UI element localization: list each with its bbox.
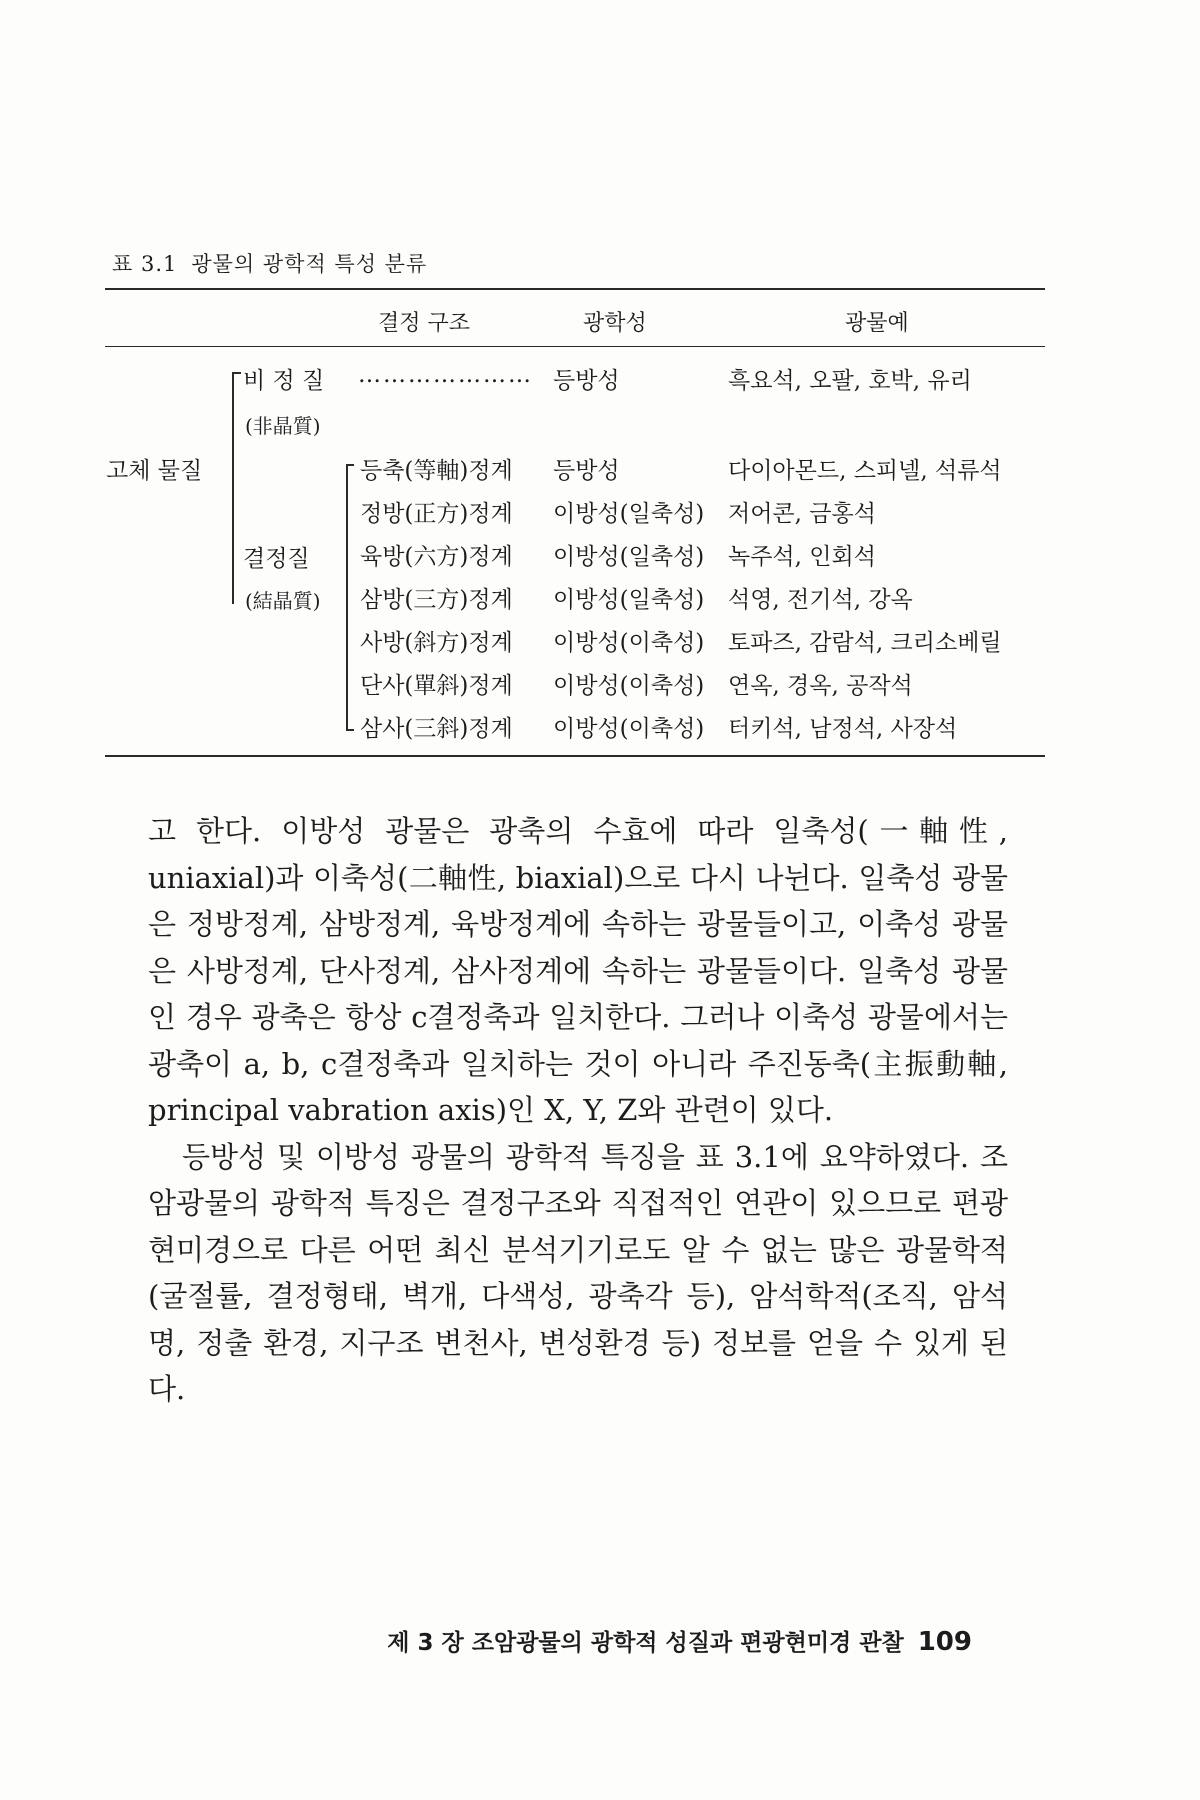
row-system: 사방(斜方)정계 xyxy=(360,630,513,656)
row-system: 삼사(三斜)정계 xyxy=(360,716,513,742)
row-examples: 저어콘, 금홍석 xyxy=(728,501,876,527)
running-footer xyxy=(387,1624,972,1657)
inner-bracket-top-tick xyxy=(346,464,354,466)
amorphous-examples: 흑요석, 오팔, 호박, 유리 xyxy=(728,368,972,394)
row-system: 단사(單斜)정계 xyxy=(360,673,513,699)
outer-bracket-top-tick xyxy=(232,372,241,374)
row-optical: 이방성(일축성) xyxy=(553,587,705,613)
outer-bracket xyxy=(232,372,234,604)
row-optical: 이방성(이축성) xyxy=(553,673,705,699)
row-optical: 이방성(일축성) xyxy=(553,544,705,570)
table-caption xyxy=(112,248,427,278)
row-optical: 이방성(이축성) xyxy=(553,716,705,742)
amorphous-leader-dots: ………………… xyxy=(358,362,533,388)
body-text xyxy=(148,808,1008,1413)
table-number: 표 3.1 xyxy=(112,252,178,276)
row-system: 정방(正方)정계 xyxy=(360,501,513,527)
row-examples: 다이아몬드, 스피넬, 석류석 xyxy=(728,458,1002,484)
amorphous-label: 비 정 질 xyxy=(243,368,325,394)
table-header-rule xyxy=(105,346,1045,347)
table-bottom-rule xyxy=(105,755,1045,757)
table-title: 광물의 광학적 특성 분류 xyxy=(191,252,428,276)
row-examples: 석영, 전기석, 강옥 xyxy=(728,587,913,613)
chapter-title: 제 3 장 조암광물의 광학적 성질과 편광현미경 관찰 xyxy=(387,1630,904,1656)
row-examples: 녹주석, 인회석 xyxy=(728,544,876,570)
inner-bracket-bottom-tick xyxy=(346,729,354,731)
header-optical-property: 광학성 xyxy=(583,311,647,336)
paragraph-2: 등방성 및 이방성 광물의 광학적 특징을 표 3.1에 요약하였다. 조암광물의 광학적 특징은 결정구조와 직접적인 연관이 있으므로 편광현미경으로 다른 어떤 최신 분석기기로도 알 수 없는 많은 광물학적(굴절률, 결정형태, 벽개, 다색성, 광축각 등), 암석학적(조직, 암석명, 정출 환경, 지구조 변천사, 변성환경 등) 정보를 얻을 수 있게 된다. xyxy=(148,1139,1008,1406)
crystalline-hanja: (結晶質) xyxy=(245,589,321,613)
header-crystal-structure: 결정 구조 xyxy=(378,311,471,336)
row-optical: 이방성(일축성) xyxy=(553,501,705,527)
row-optical: 이방성(이축성) xyxy=(553,630,705,656)
row-optical: 등방성 xyxy=(553,458,620,484)
page-number: 109 xyxy=(917,1627,972,1657)
row-examples: 토파즈, 감람석, 크리소베릴 xyxy=(728,630,1002,656)
row-examples: 터키석, 남정석, 사장석 xyxy=(728,716,958,742)
crystalline-label: 결정질 xyxy=(243,546,310,572)
paragraph-1: 고 한다. 이방성 광물은 광축의 수효에 따라 일축성(一軸性, uniaxial)과 이축성(二軸性, biaxial)으로 다시 나뉜다. 일축성 광물은 정방정계, 삼방정계, 육방정계에 속하는 광물들이고, 이축성 광물은 사방정계, 단사정계, 삼사정계에 속하는 광물들이다. 일축성 광물인 경우 광축은 항상 c결정축과 일치한다. 그러나 이축성 광물에서는 광축이 a, b, c결정축과 일치하는 것이 아니라 주진동축(主振動軸, principal vabration axis)인 X, Y, Z와 관련이 있다. xyxy=(148,814,1008,1127)
row-system: 육방(六方)정계 xyxy=(360,544,513,570)
amorphous-hanja: (非晶質) xyxy=(245,414,321,438)
amorphous-optical: 등방성 xyxy=(553,368,620,394)
header-mineral-examples: 광물예 xyxy=(845,311,909,336)
row-examples: 연옥, 경옥, 공작석 xyxy=(728,673,913,699)
inner-bracket xyxy=(346,464,348,730)
table-top-rule xyxy=(105,288,1045,290)
category-solid-matter: 고체 물질 xyxy=(106,458,203,484)
row-system: 삼방(三方)정계 xyxy=(360,587,513,613)
row-system: 등축(等軸)정계 xyxy=(360,458,513,484)
